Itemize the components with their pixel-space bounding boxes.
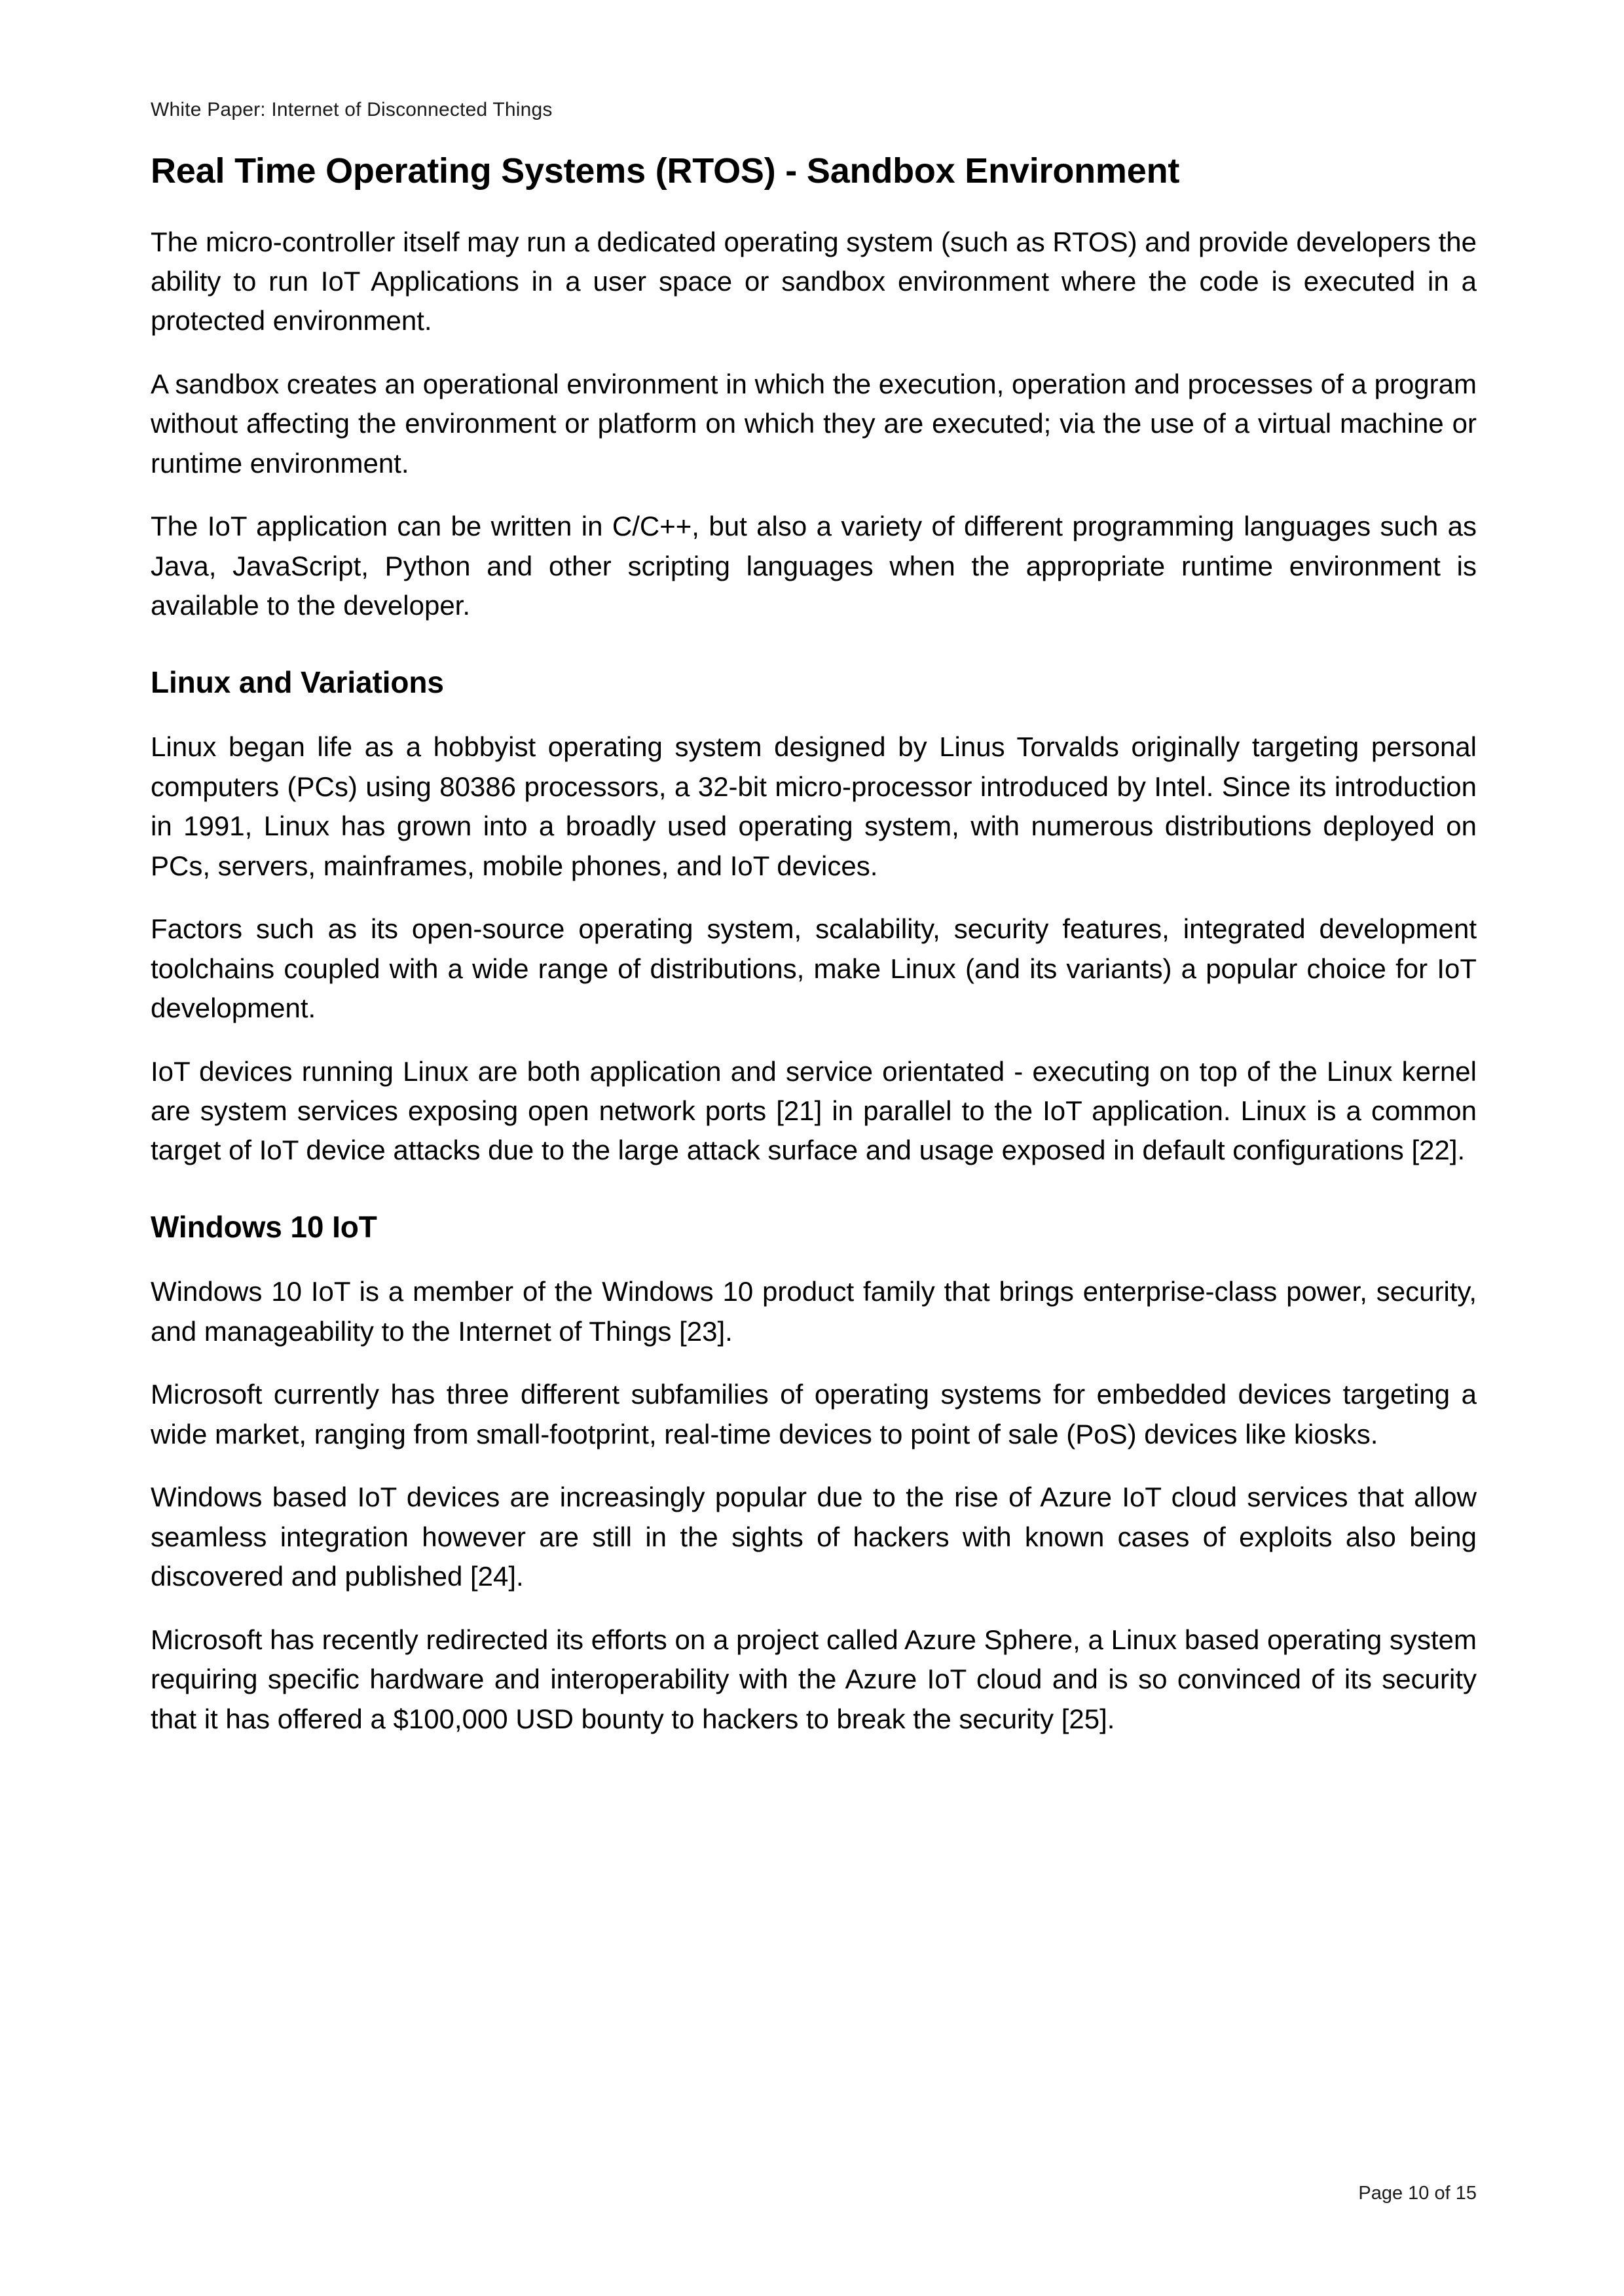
paragraph: A sandbox creates an operational environment in which the execution, operation and processes of a program without affecting the environment or platform on which they are executed; via the use of a virtual machine or runtime environment. [151, 368, 1477, 479]
paragraph: IoT devices running Linux are both application and service orientated - executing on top of the Linux kernel are system services exposing open network ports [21] in parallel to the IoT application. Linux is a common target of IoT device attacks due to the large attack surface and usage exposed in default configurations [22]. [151, 1055, 1477, 1166]
page-header: White Paper: Internet of Disconnected Things [151, 99, 553, 120]
paragraph: The IoT application can be written in C/C++, but also a variety of different programming languages such as Java, JavaScript, Python and other scripting languages when the appropriate runtime environment is available to the developer. [151, 511, 1477, 621]
paragraph: Windows 10 IoT is a member of the Windows 10 product family that brings enterprise-class power, security, and manageability to the Internet of Things [23]. [151, 1276, 1477, 1347]
section-heading-linux: Linux and Variations [151, 665, 444, 699]
paragraph: Microsoft currently has three different subfamilies of operating systems for embedded devices targeting a wide market, ranging from small-footprint, real-time devices to point of sale (PoS) devices like kiosks. [151, 1379, 1477, 1449]
paragraph: Factors such as its open-source operating system, scalability, security features, integrated development toolchains coupled with a wide range of distributions, make Linux (and its variants) a popular choice for IoT development. [151, 913, 1477, 1024]
section-heading-windows10iot: Windows 10 IoT [151, 1209, 377, 1244]
page-footer: Page 10 of 15 [1358, 2183, 1477, 2204]
paragraph: Microsoft has recently redirected its efforts on a project called Azure Sphere, a Linux based operating system requiring specific hardware and interoperability with the Azure IoT cloud and is so convinced of its security that it has offered a $100,000 USD bounty to hackers to break the security [25]. [151, 1624, 1477, 1734]
paragraph: Windows based IoT devices are increasingly popular due to the rise of Azure IoT cloud services that allow seamless integration however are still in the sights of hackers with known cases of exploits also being discovered and published [24]. [151, 1482, 1477, 1592]
section-heading-rtos: Real Time Operating Systems (RTOS) - Sandbox Environment [151, 151, 1180, 191]
paragraph: The micro-controller itself may run a dedicated operating system (such as RTOS) and provide developers the ability to run IoT Applications in a user space or sandbox environment where the code is executed in a protected environment. [151, 226, 1477, 337]
paragraph: Linux began life as a hobbyist operating system designed by Linus Torvalds originally targeting personal computers (PCs) using 80386 processors, a 32-bit micro-processor introduced by Intel. Since its introduction in 1991, Linux has grown into a broadly used operating system, with numerous distributions deployed on PCs, servers, mainframes, mobile phones, and IoT devices. [151, 731, 1477, 881]
